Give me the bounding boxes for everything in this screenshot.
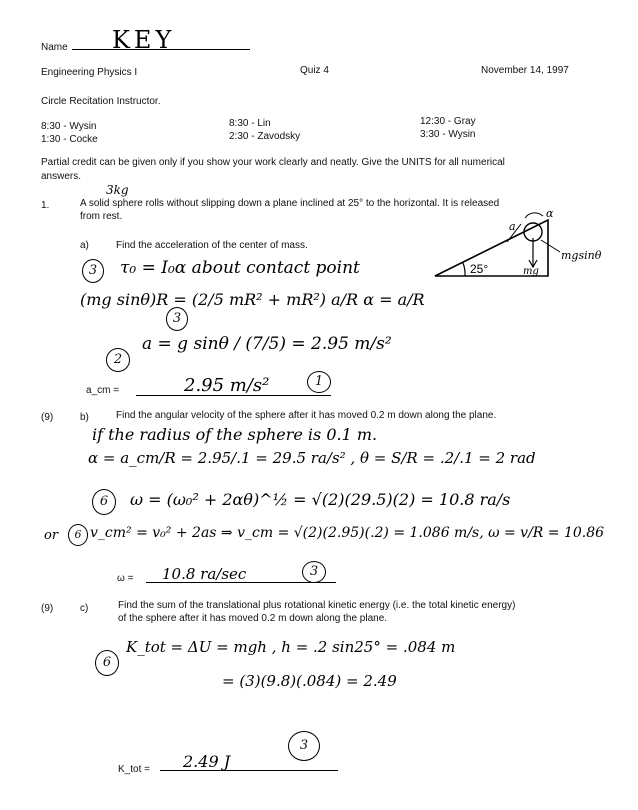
alpha-arrow [525, 213, 543, 218]
answer-label: ω = [117, 573, 134, 584]
answer-value: 2.95 m/s² [184, 375, 270, 396]
name-label: Name [41, 42, 68, 53]
work-line: (mg sinθ)R = (2/5 mR² + mR²) a/R α = a/R [80, 290, 425, 309]
instructions-line: answers. [41, 171, 82, 182]
points-mark: 3 [288, 731, 320, 761]
problem-text: A solid sphere rolls without slipping down a plane inclined at 25° to the horizontal. It is released [80, 198, 500, 209]
name-value: KEY [112, 26, 176, 54]
mass-annotation: 3kg [106, 183, 129, 197]
points-mark: 1 [307, 371, 331, 393]
points-mark: 6 [95, 650, 119, 676]
part-b-label: b) [80, 412, 89, 423]
work-line: a = g sinθ / (7/5) = 2.95 m/s² [142, 334, 392, 354]
points-mark: 6 [92, 489, 116, 515]
part-b-note: if the radius of the sphere is 0.1 m. [92, 425, 378, 444]
points-mark: 3 [82, 259, 104, 283]
part-c-label: c) [80, 603, 89, 614]
points-mark: 3 [166, 307, 188, 331]
work-line: K_tot = ΔU = mgh , h = .2 sin25° = .084 m [126, 638, 456, 656]
angle-arc [463, 263, 465, 276]
recitation-slot: 8:30 - Wysin [41, 121, 97, 132]
points-mark: 3 [302, 561, 326, 583]
recitation-heading: Circle Recitation Instructor. [41, 96, 161, 107]
part-b-question: Find the angular velocity of the sphere after it has moved 0.2 m down along the plane. [116, 410, 497, 421]
answer-label: K_tot = [118, 764, 150, 775]
answer-value: 10.8 ra/sec [162, 565, 247, 583]
alpha-label: α [546, 207, 554, 220]
angle-label: 25° [470, 262, 489, 276]
answer-value: 2.49 J [183, 752, 231, 771]
part-c-question: of the sphere after it has moved 0.2 m down along the plane. [118, 613, 388, 624]
accel-label: a [509, 220, 516, 233]
points-mark: 2 [106, 348, 130, 372]
part-c-question: Find the sum of the translational plus rotational kinetic energy (i.e. the total kinetic energy) [118, 600, 516, 611]
work-line: τ₀ = I₀α about contact point [120, 258, 360, 278]
quiz-title: Quiz 4 [300, 65, 329, 76]
part-b-points: (9) [41, 412, 54, 423]
work-line: α = a_cm/R = 2.95/.1 = 29.5 ra/s² , θ = S/R = .2/.1 = 2 rad [88, 449, 536, 467]
quiz-date: November 14, 1997 [481, 65, 569, 76]
recitation-slot: 1:30 - Cocke [41, 134, 98, 145]
force-label: mgsinθ [561, 249, 602, 262]
recitation-slot: 2:30 - Zavodsky [229, 131, 301, 142]
recitation-slot: 3:30 - Wysin [420, 129, 476, 140]
part-a-label: a) [80, 240, 89, 251]
problem-text: from rest. [80, 211, 123, 222]
course-title: Engineering Physics I [41, 67, 138, 78]
answer-label: a_cm = [86, 385, 120, 396]
weight-label: mg [523, 266, 539, 277]
recitation-slot: 12:30 - Gray [420, 116, 476, 127]
force-pointer [541, 240, 560, 252]
part-a-question: Find the acceleration of the center of mass. [116, 240, 308, 251]
instructions-line: Partial credit can be given only if you show your work clearly and neatly. Give the UNITS for all numerical [41, 157, 505, 168]
problem-number: 1. [41, 200, 50, 211]
part-c-points: (9) [41, 603, 54, 614]
alternate-label: or [44, 528, 59, 543]
points-mark: 6 [68, 524, 88, 546]
work-line: = (3)(9.8)(.084) = 2.49 [222, 672, 397, 690]
recitation-slot: 8:30 - Lin [229, 118, 271, 129]
work-line: v_cm² = v₀² + 2as ⇒ v_cm = √(2)(2.95)(.2) = 1.086 m/s, ω = v/R = 10.86 [90, 525, 605, 541]
incline-diagram [425, 200, 630, 285]
work-line: ω = (ω₀² + 2αθ)^½ = √(2)(29.5)(2) = 10.8 ra/s [130, 490, 511, 509]
